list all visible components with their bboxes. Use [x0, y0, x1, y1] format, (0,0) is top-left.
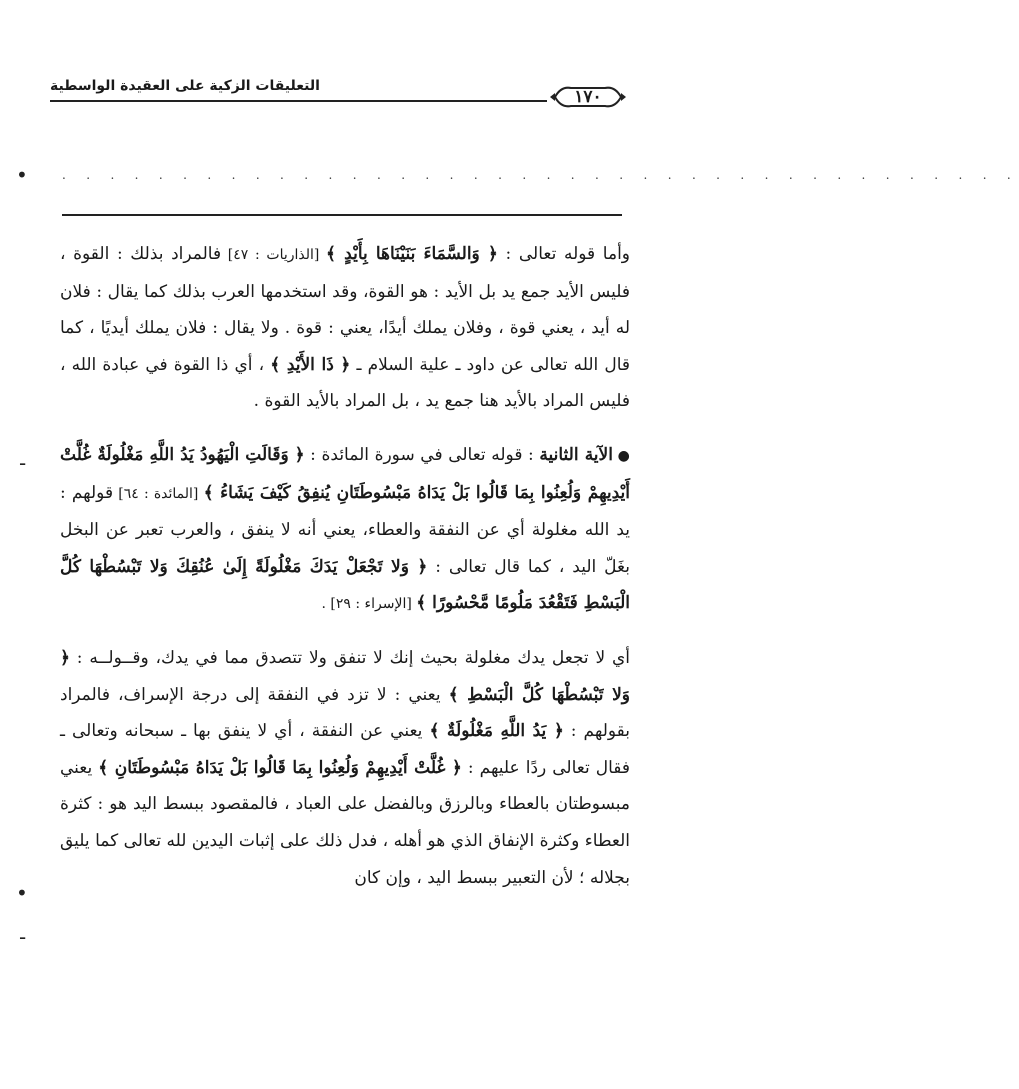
- page-number-badge: [549, 84, 627, 110]
- body-text: قولهم : يد الله مغلولة أي عن النفقة والعطاء، يعني أنه لا ينفق ، والعرب تعبر عن البخل بغَلّ اليد ، كما قال تعالى :: [60, 482, 630, 577]
- body-text: أي لا تجعل يدك مغلولة بحيث إنك لا تنفق ولا تتصدق مما في يدك، وقــولــه :: [69, 647, 630, 668]
- body-text: يعني : لا تزد في النفقة إلى درجة الإسراف، فالمراد بقولهم :: [60, 684, 630, 742]
- header-rule: [50, 100, 547, 102]
- quran-verse: ﴿ يَدُ اللَّهِ مَغْلُولَةٌ ﴾: [429, 721, 564, 742]
- margin-dot: •: [16, 163, 28, 187]
- quran-verse: ﴿ ذَا الأَيْدِ ﴾: [270, 354, 351, 375]
- quran-verse: ﴿ وَلا تَجْعَلْ يَدَكَ مَغْلُولَةً إِلَىٰ عُنُقِكَ وَلا تَبْسُطْهَا كُلَّ الْبَسْطِ فَتَقْعُدَ مَلُومًا مَّحْسُورًا ﴾: [60, 556, 630, 614]
- quran-verse: ﴿ وَالسَّمَاءَ بَنَيْنَاهَا بِأَيْدٍ ﴾: [326, 244, 498, 264]
- page-body: [60, 236, 630, 896]
- verse-reference: [المائدة : ٦٤]: [113, 485, 204, 502]
- page-number: ١٧٠: [574, 87, 602, 107]
- quran-verse: ﴿ وَقَالَتِ الْيَهُودُ يَدُ اللَّهِ مَغْلُولَةٌ غُلَّتْ أَيْدِيهِمْ وَلُعِنُوا بِمَا قَالُوا بَلْ يَدَاهُ مَبْسُوطَتَانِ يُنفِقُ كَيْفَ يَشَاءُ ﴾: [60, 444, 631, 503]
- quran-verse: ﴿ وَلا تَبْسُطْهَا كُلَّ الْبَسْطِ ﴾: [60, 647, 630, 705]
- dotted-divider: . . . . . . . . . . . . . . . . . . . . . . . . . . . . . . . . . . . . . . . .: [62, 168, 1019, 182]
- verse-reference: [الإسراء : ٢٩] .: [321, 596, 417, 613]
- paragraph-1: [60, 236, 630, 420]
- body-text: : قوله تعالى في سورة المائدة :: [304, 444, 540, 465]
- verse-reference: [الذاريات : ٤٧]: [221, 247, 327, 263]
- body-text: يعني عن النفقة ، أي لا ينفق بها ـ سبحانه وتعالى ـ فقال تعالى ردًا عليهم :: [60, 721, 630, 778]
- body-text: ، أي ذا القوة في عبادة الله ، فليس المراد بالأيد هنا جمع يد ، بل المراد بالأيد القوة .: [60, 354, 630, 412]
- body-text: فالمراد بذلك : القوة ، فليس الأيد جمع يد بل الأيد : هو القوة، وقد استخدمها العرب بذلك كما يقال : فلان له أيد ، يعني قوة ، وفلان يملك أيدًا، يعني : قوة . ولا يقال : فلان يملك أيديًا ، كما قال الله تعالى عن داود ـ علية السلام ـ: [60, 244, 630, 375]
- paragraph-3: [60, 640, 630, 896]
- quran-verse: ﴿ غُلَّتْ أَيْدِيهِمْ وَلُعِنُوا بِمَا قَالُوا بَلْ يَدَاهُ مَبْسُوطَتَانِ ﴾: [98, 757, 462, 778]
- section-heading: الآية الثانية: [539, 444, 613, 465]
- page-header: [50, 70, 625, 120]
- margin-dash: -: [19, 925, 27, 949]
- margin-dash: -: [19, 451, 27, 475]
- paragraph-2: [60, 437, 630, 623]
- bullet-icon: ●: [612, 447, 631, 464]
- section-rule: [62, 214, 622, 216]
- margin-dot: •: [16, 881, 28, 905]
- book-title: التعليقات الزكية على العقيدة الواسطية: [50, 78, 320, 94]
- body-text: وأما قوله تعالى :: [497, 244, 631, 264]
- body-text: يعني مبسوطتان بالعطاء وبالرزق وبالفضل على العباد ، فالمقصود ببسط اليد هو : كثرة العطاء وكثرة الإنفاق الذي هو أهله ، فدل ذلك على إثبات اليدين لله تعالى كما يليق بجلاله ؛ لأن التعبير ببسط اليد ، وإن كان: [60, 757, 630, 888]
